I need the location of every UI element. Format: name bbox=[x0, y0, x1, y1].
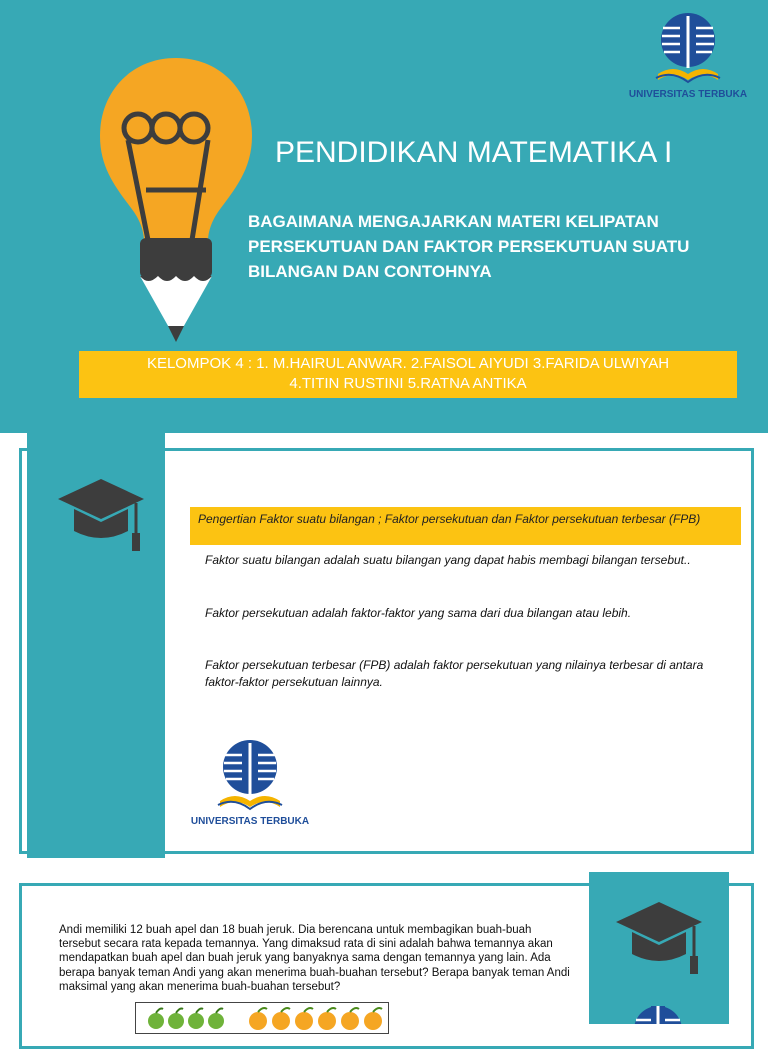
orange-icon bbox=[318, 1008, 336, 1030]
group-members-line-2: 4.TITIN RUSTINI 5.RATNA ANTIKA bbox=[289, 375, 527, 392]
definition-common-factor: Faktor persekutuan adalah faktor-faktor yang sama dari dua bilangan atau lebih. bbox=[205, 606, 632, 620]
presentation-title: PENDIDIKAN MATEMATIKA I bbox=[275, 136, 673, 169]
group-members-bar bbox=[79, 351, 737, 398]
lightbulb-pencil-icon bbox=[96, 50, 256, 350]
ut-emblem-icon bbox=[628, 1000, 688, 1024]
ut-logo-label: UNIVERSITAS TERBUKA bbox=[628, 89, 748, 100]
orange-icon bbox=[295, 1008, 313, 1030]
graduation-cap-icon bbox=[614, 900, 704, 976]
apple-icon bbox=[168, 1009, 184, 1030]
fruit-illustration bbox=[135, 1002, 389, 1034]
universitas-terbuka-logo bbox=[628, 8, 748, 104]
definition-factor: Faktor suatu bilangan adalah suatu bilangan yang dapat habis membagi bilangan tersebut.. bbox=[205, 553, 691, 567]
presentation-subtitle: BAGAIMANA MENGAJARKAN MATERI KELIPATAN PERSEKUTUAN DAN FAKTOR PERSEKUTUAN SUATU BILANGAN DAN CONTOHNYA bbox=[248, 212, 690, 281]
fruit-icons bbox=[136, 1003, 388, 1033]
word-problem-text: Andi memiliki 12 buah apel dan 18 buah jeruk. Dia berencana untuk membagikan buah-buah tersebut secara rata kepada temannya. Yang dimaksud rata di sini adalah bahwa temannya akan mendapatkan buah apel dan buah jeruk yang banyaknya sama dengan temannya yang lain. Ada berapa banyak teman Andi yang akan menerima buah-buahan tersebut? Berapa banyak teman Andi maksimal yang akan menerima buah-buahan tersebut? bbox=[59, 924, 570, 993]
ut-logo-label: UNIVERSITAS TERBUKA bbox=[190, 816, 310, 827]
definitions-header: Pengertian Faktor suatu bilangan ; Faktor persekutuan dan Faktor persekutuan terbesar (FPB) bbox=[190, 507, 741, 545]
universitas-terbuka-logo bbox=[190, 735, 310, 831]
ut-emblem-icon bbox=[190, 735, 310, 815]
graduation-cap-icon bbox=[56, 477, 146, 553]
apple-icon bbox=[188, 1009, 204, 1030]
ut-emblem-icon bbox=[628, 8, 748, 88]
orange-icon bbox=[272, 1008, 290, 1030]
apple-icon bbox=[148, 1009, 164, 1030]
orange-icon bbox=[364, 1008, 382, 1030]
orange-icon bbox=[249, 1008, 267, 1030]
apple-icon bbox=[208, 1009, 224, 1030]
definition-gcf: Faktor persekutuan terbesar (FPB) adalah faktor persekutuan yang nilainya terbesar di antara faktor-faktor persekutuan lainnya. bbox=[205, 658, 704, 689]
orange-icon bbox=[341, 1008, 359, 1030]
universitas-terbuka-logo-partial bbox=[628, 1000, 688, 1024]
group-members-line-1: KELOMPOK 4 : 1. M.HAIRUL ANWAR. 2.FAISOL AIYUDI 3.FARIDA ULWIYAH bbox=[146, 355, 670, 372]
